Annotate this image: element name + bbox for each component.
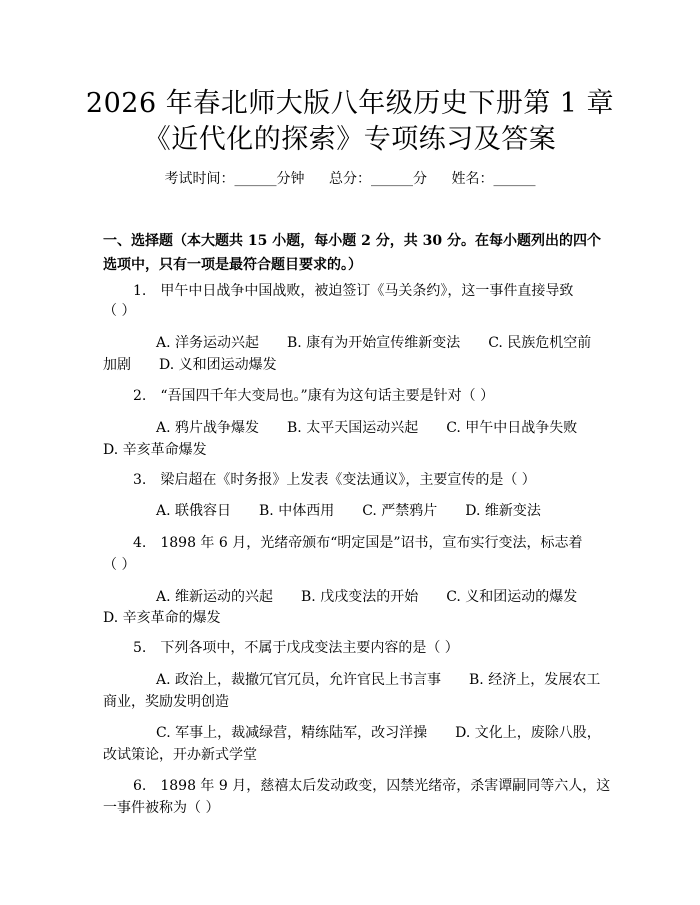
question-4-stem: 4. 1898 年 6 月，光绪帝颁布“明定国是”诏书，宣布实行变法，标志着 — [133, 535, 583, 551]
exam-time-field: 考试时间：______分钟 — [164, 171, 305, 187]
question-4-options: A. 维新运动的兴起 B. 戊戌变法的开始 C. 义和团运动的爆发 — [156, 589, 578, 605]
question-2-options-cont: D. 辛亥革命爆发 — [103, 442, 207, 458]
question-5-options-cont: 商业，奖励发明创造 — [103, 694, 229, 710]
question-5-stem: 5. 下列各项中，不属于戊戌变法主要内容的是（ ） — [133, 640, 459, 656]
question-2-stem: 2. “吾国四千年大变局也。”康有为这句话主要是针对（ ） — [133, 388, 495, 404]
question-6-stem: 6. 1898 年 9 月，慈禧太后发动政变，囚禁光绪帝，杀害谭嗣同等六人，这 — [133, 778, 611, 794]
exam-info — [0, 168, 700, 188]
question-6-stem-cont: 一事件被称为（ ） — [103, 800, 220, 816]
total-score-field: 总分：______分 — [329, 171, 427, 187]
question-1-stem: 1. 甲午中日战争中国战败，被迫签订《马关条约》，这一事件直接导致 — [133, 283, 574, 299]
question-1-options-cont: 加剧 D. 义和团运动爆发 — [103, 357, 277, 373]
question-4-options-cont: D. 辛亥革命的爆发 — [103, 610, 221, 626]
student-name-field: 姓名：______ — [451, 171, 536, 187]
question-1-options: A. 洋务运动兴起 B. 康有为开始宣传维新变法 C. 民族危机空前 — [156, 335, 592, 351]
question-3-options: A. 联俄容日 B. 中体西用 C. 严禁鸦片 D. 维新变法 — [156, 503, 541, 519]
question-1-stem-cont: （ ） — [103, 303, 136, 319]
document-title-line-2: 《近代化的探索》专项练习及答案 — [143, 124, 557, 155]
question-4-stem-cont: （ ） — [103, 557, 136, 573]
question-2-options: A. 鸦片战争爆发 B. 太平天国运动兴起 C. 甲午中日战争失败 — [156, 420, 578, 436]
question-5-options-2: C. 军事上，裁减绿营，精练陆军，改习洋操 D. 文化上，废除八股， — [156, 725, 601, 741]
question-5-options-2-cont: 改试策论，开办新式学堂 — [103, 747, 257, 763]
document-title-line-1: 2026 年春北师大版八年级历史下册第 1 章 — [85, 88, 615, 119]
section-header: 一、选择题（本大题共 15 小题，每小题 2 分，共 30 分。在每小题列出的四个选项中，只有一项是最符合题目要求的。） — [103, 233, 601, 273]
question-3-stem: 3. 梁启超在《时务报》上发表《变法通议》，主要宣传的是（ ） — [133, 472, 536, 488]
question-5-options: A. 政治上，裁撤冗官冗员，允许官民上书言事 B. 经济上，发展农工 — [156, 672, 601, 688]
